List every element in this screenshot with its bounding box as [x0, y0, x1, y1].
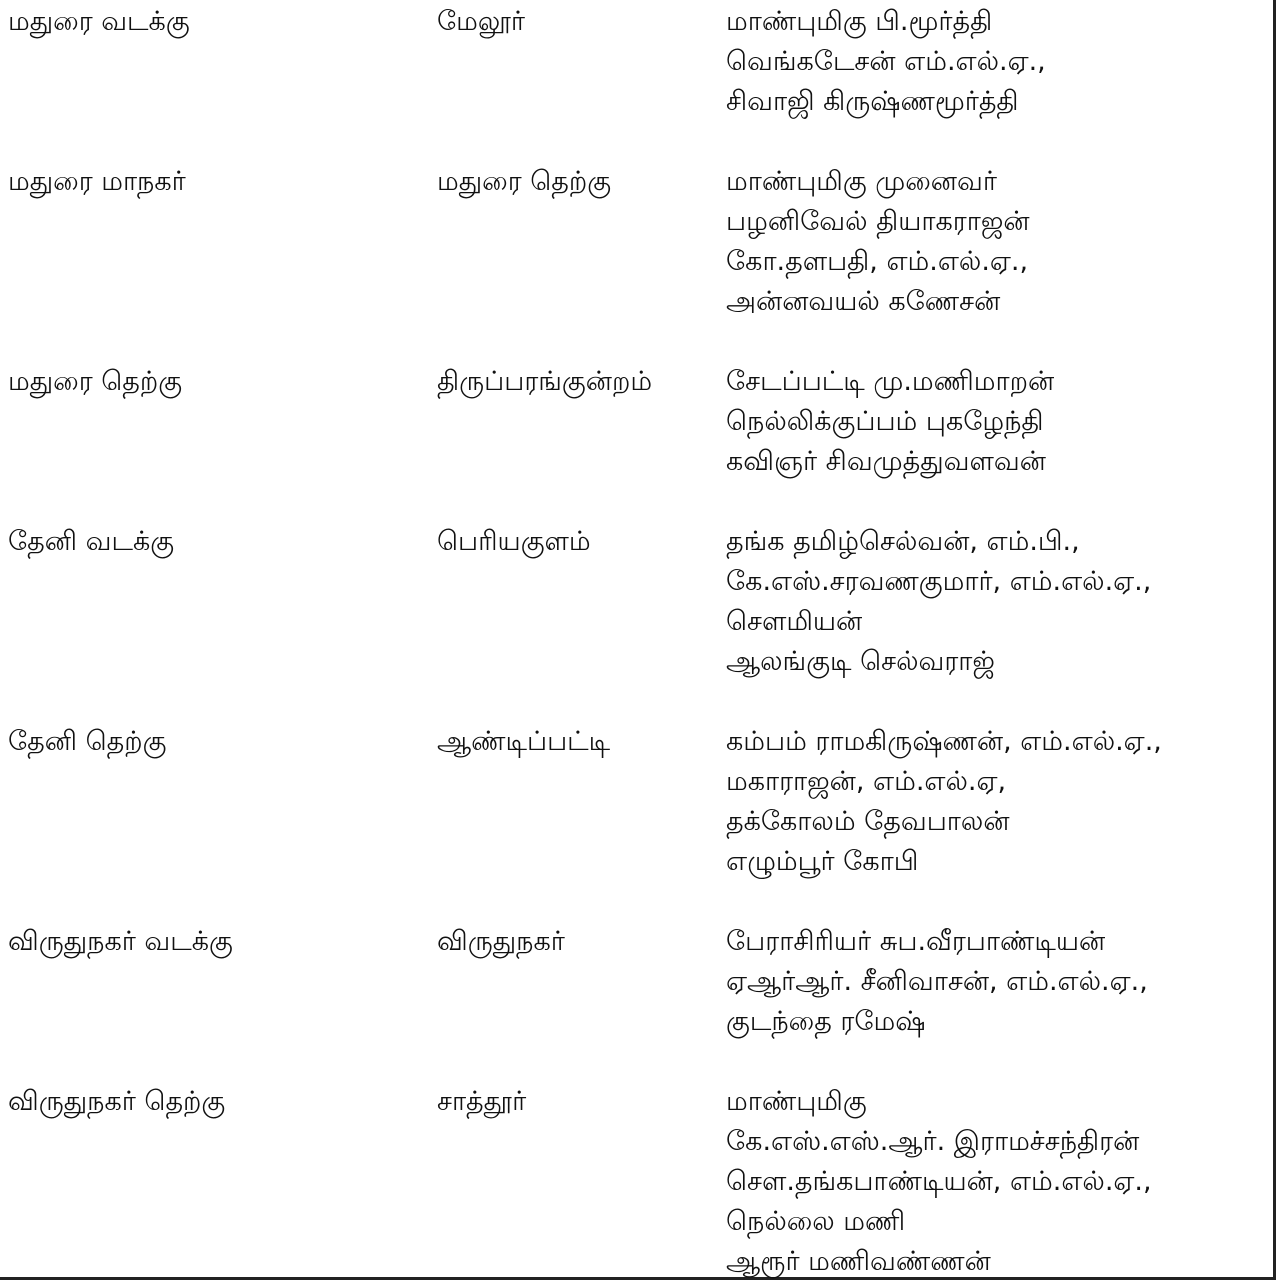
speaker-name: கம்பம் ராமகிருஷ்ணன், எம்.எல்.ஏ., [726, 726, 1162, 757]
speaker-name: மகாராஜன், எம்.எல்.ஏ, [726, 766, 1007, 797]
speaker-name: ஆரூர் மணிவண்ணன் [726, 1246, 991, 1277]
speaker-list [726, 522, 1271, 682]
district-name: மதுரை தெற்கு [8, 366, 183, 397]
speaker-name: பேராசிரியர் சுப.வீரபாண்டியன் [726, 926, 1106, 957]
speaker-list [726, 362, 1271, 482]
speaker-list [726, 922, 1271, 1042]
district-name: தேனி தெற்கு [8, 726, 167, 757]
speaker-name: சௌமியன் [726, 606, 863, 637]
speaker-name: எழும்பூர் கோபி [726, 846, 919, 877]
speaker-name: சிவாஜி கிருஷ்ணமூர்த்தி [726, 86, 1019, 117]
constituency-name: விருதுநகர் [437, 926, 565, 957]
speaker-name: பழனிவேல் தியாகராஜன் [726, 206, 1030, 237]
district-name: தேனி வடக்கு [8, 526, 175, 557]
speaker-name: தங்க தமிழ்செல்வன், எம்.பி., [726, 526, 1080, 557]
speaker-name: கவிஞர் சிவமுத்துவளவன் [726, 446, 1046, 477]
speaker-name: அன்னவயல் கணேசன் [726, 286, 1001, 317]
speaker-name: ஆலங்குடி செல்வராஜ் [726, 646, 995, 677]
speaker-name: சௌ.தங்கபாண்டியன், எம்.எல்.ஏ., [726, 1166, 1152, 1197]
speaker-name: மாண்புமிகு பி.மூர்த்தி [726, 6, 993, 37]
speaker-name: மாண்புமிகு [726, 1086, 867, 1117]
district-name: விருதுநகர் தெற்கு [8, 1086, 226, 1117]
speaker-name: நெல்லை மணி [726, 1206, 906, 1237]
constituency-name: மேலூர் [437, 6, 526, 37]
constituency-name: சாத்தூர் [437, 1086, 527, 1117]
constituency-name: பெரியகுளம் [437, 526, 591, 557]
speaker-list [726, 2, 1271, 122]
speaker-name: கே.எஸ்.சரவணகுமார், எம்.எல்.ஏ., [726, 566, 1152, 597]
speaker-name: தக்கோலம் தேவபாலன் [726, 806, 1010, 837]
district-name: மதுரை வடக்கு [8, 6, 190, 37]
speaker-name: மாண்புமிகு முனைவர் [726, 166, 997, 197]
speaker-name: குடந்தை ரமேஷ் [726, 1006, 926, 1037]
constituency-name: மதுரை தெற்கு [437, 166, 612, 197]
speaker-name: கோ.தளபதி, எம்.எல்.ஏ., [726, 246, 1029, 277]
speaker-name: வெங்கடேசன் எம்.எல்.ஏ., [726, 46, 1046, 77]
constituency-name: ஆண்டிப்பட்டி [437, 726, 611, 757]
speaker-name: நெல்லிக்குப்பம் புகழேந்தி [726, 406, 1044, 437]
district-name: மதுரை மாநகர் [8, 166, 186, 197]
speaker-name: சேடப்பட்டி மு.மணிமாறன் [726, 366, 1055, 397]
speaker-list [726, 162, 1271, 322]
speaker-name: கே.எஸ்.எஸ்.ஆர். இராமச்சந்திரன் [726, 1126, 1140, 1157]
speaker-list [726, 1082, 1271, 1282]
speaker-name: ஏஆர்ஆர். சீனிவாசன், எம்.எல்.ஏ., [726, 966, 1148, 997]
district-name: விருதுநகர் வடக்கு [8, 926, 233, 957]
speaker-list [726, 722, 1271, 882]
constituency-name: திருப்பரங்குன்றம் [437, 366, 653, 397]
